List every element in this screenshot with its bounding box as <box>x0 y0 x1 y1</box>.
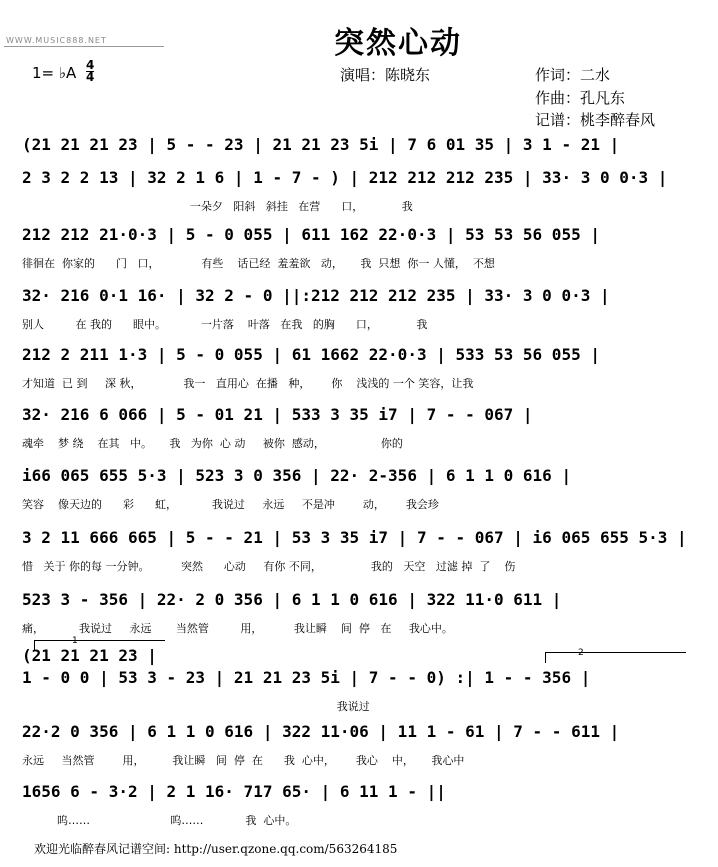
first-ending-label: 1 <box>72 636 78 646</box>
notation-line: 212 2 211 1·3 | 5 - 0 055 | 61 1662 22·0·3 | 533 53 56 055 | <box>22 345 600 364</box>
notation-line: 523 3 - 356 | 22· 2 0 356 | 6 1 1 0 616 | 322 11·0 611 | <box>22 590 562 609</box>
lyric-line: 呜…… 呜…… 我 心中。 <box>22 814 297 827</box>
key-signature: 1= ♭A <box>32 64 77 82</box>
composer-credit: 作曲：孔凡东 <box>535 89 626 107</box>
notation-line: 22·2 0 356 | 6 1 1 0 616 | 322 11·06 | 11 1 - 61 | 7 - - 611 | <box>22 722 620 741</box>
notation-line: 32· 216 6 066 | 5 - 01 21 | 533 3 35 i7 | 7 - - 067 | <box>22 405 533 424</box>
footer-credit: 欢迎光临醉春风记谱空间: http://user.qzone.qq.com/563264185 <box>34 842 398 856</box>
lyric-line: 我说过 <box>22 700 370 713</box>
lyric-line: 笑容 像天边的 彩 虹， 我说过 永远 不是冲 动， 我会珍 <box>22 498 439 511</box>
lyric-line: 痛， 我说过 永远 当然管 用， 我让瞬 间 停 在 我心中。 <box>22 622 453 635</box>
notation-line: 1656 6 - 3·2 | 2 1 16· 717 65· | 6 11 1 - || <box>22 782 446 801</box>
lyric-line: 永远 当然管 用， 我让瞬 间 停 在 我 心中， 我心 中， 我心中 <box>22 754 465 767</box>
lyric-line: 惜 关于 你的每 一分钟。 突然 心动 有你 不同， 我的 天空 过滤 掉 了 伤 <box>22 560 516 573</box>
lyric-line: 别人 在 我的 眼中。 一片落 叶落 在我 的胸 口， 我 <box>22 318 428 331</box>
lyric-line: 一朵夕 阳斜 斜挂 在营 口， 我 <box>22 200 413 213</box>
time-signature <box>86 60 94 83</box>
notation-line: 212 212 21·0·3 | 5 - 0 055 | 611 162 22·0·3 | 53 53 56 055 | <box>22 225 600 244</box>
second-ending-bracket <box>545 652 686 663</box>
lyric-line: 魂牵 梦 绕 在其 中。 我 为你 心 动 被你 感动， 你的 <box>22 437 403 450</box>
lyricist-credit: 作词：二水 <box>535 66 611 84</box>
repeat-intro-line: (21 21 21 23 | <box>22 646 157 665</box>
site-watermark: WWW.MUSIC888.NET <box>6 36 107 45</box>
transcriber-credit: 记谱：桃李醉春风 <box>535 111 656 129</box>
second-ending-label: 2 <box>578 648 584 658</box>
lyric-line: 徘徊在 你家的 门 口， 有些 话已经 羞羞欲 动， 我 只想 你一 人懂， 不想 <box>22 257 495 270</box>
notation-line: 2 3 2 2 13 | 32 2 1 6 | 1 - 7 - ) | 212 212 212 235 | 33· 3 0 0·3 | <box>22 168 668 187</box>
notation-line: 3 2 11 666 665 | 5 - - 21 | 53 3 35 i7 | 7 - - 067 | i6 065 655 5·3 | <box>22 528 687 547</box>
lyric-line: 才知道 已 到 深 秋， 我一 直用心 在播 种， 你 浅浅的 一个 笑容，让我 <box>22 377 474 390</box>
header-divider <box>4 46 164 47</box>
notation-line: i66 065 655 5·3 | 523 3 0 356 | 22· 2-356 | 6 1 1 0 616 | <box>22 466 572 485</box>
song-title: 突然心动 <box>334 26 462 61</box>
notation-line: 32· 216 0·1 16· | 32 2 - 0 ||:212 212 212 235 | 33· 3 0 0·3 | <box>22 286 610 305</box>
time-signature-top: 4 <box>86 58 95 72</box>
time-signature-bottom: 4 <box>86 70 95 84</box>
notation-line: (21 21 21 23 | 5 - - 23 | 21 21 23 5i | 7 6 01 35 | 3 1 - 21 | <box>22 135 620 154</box>
notation-line: 1 - 0 0 | 53 3 - 23 | 21 21 23 5i | 7 - - 0) :| 1 - - 356 | <box>22 668 591 687</box>
singer-credit: 演唱：陈晓东 <box>340 66 431 84</box>
